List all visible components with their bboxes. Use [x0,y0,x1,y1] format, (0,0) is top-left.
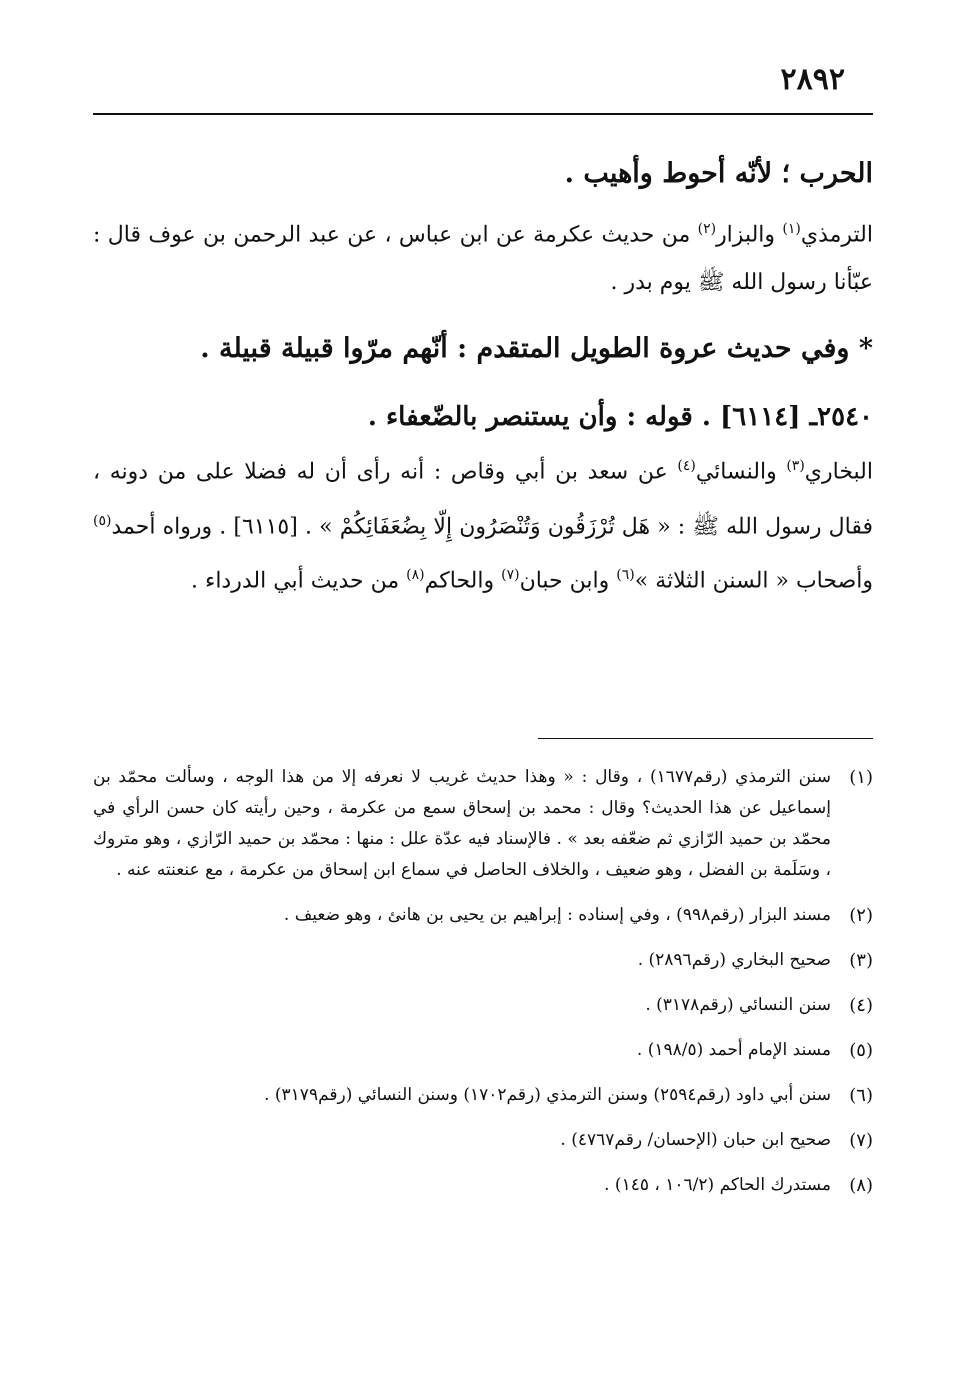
text-span: عن سعد بن أبي وقاص : أنه رأى أن له فضلا على من دونه ، فقال رسول الله ﷺ : « هَل تُرْزَقُون وَتُنْصَرُون إِلّا بِضُعَفَائِكُمْ » . [93,459,874,539]
main-text [93,148,873,605]
hadith-heading: ٢٥٤٠ـ [٦١١٤] . قوله : وأن يستنصر بالضّعفاء . [367,402,873,433]
text-span: والحاكم [424,568,502,594]
footnote-ref-4[interactable]: (٤) [677,458,696,475]
footnote-separator [538,738,873,739]
text-span: البخاري [804,459,873,485]
footnote-text: سنن أبي داود (رقم٢٥٩٤) وسنن الترمذي (رقم١٧٠٢) وسنن النسائي (رقم٣١٧٩) . [264,1085,831,1105]
footnote-1 [93,762,873,886]
text-span: [٦١١٥] . ورواه أحمد [111,513,305,539]
footnote-ref-6[interactable]: (٦) [616,566,635,583]
footnote-number: (٦) [849,1085,873,1106]
text-span: والنسائي [695,459,787,485]
footnotes-list [93,762,873,1215]
footnote-number: (٤) [849,995,873,1016]
footnote-text: مسند الإمام أحمد (١٩٨/٥) . [636,1040,831,1060]
continuation-line: الحرب ؛ لأنّه أحوط وأهيب . [564,158,873,189]
paragraph-1 [93,205,873,307]
footnote-text: سنن النسائي (رقم٣١٧٨) . [645,995,831,1015]
footnote-ref-2[interactable]: (٢) [697,221,717,237]
header-rule [93,113,873,115]
footnote-3 [93,945,873,976]
footnote-ref-5[interactable]: (٥) [93,512,112,529]
footnote-5 [93,1035,873,1066]
text-span: من حديث أبي الدرداء . [190,568,407,594]
footnote-ref-3[interactable]: (٣) [786,458,805,475]
footnote-ref-1[interactable]: (١) [782,221,801,237]
text-span: الترمذي [800,222,873,248]
text-span: وأصحاب « السنن الثلاثة » [634,568,873,594]
footnote-4 [93,990,873,1021]
footnote-7 [93,1125,873,1156]
footnote-2 [93,900,873,931]
footnote-text: صحيح البخاري (رقم٢٨٩٦) . [637,950,831,970]
paragraph-2 [93,442,873,605]
footnote-number: (٣) [849,950,873,971]
footnote-number: (٥) [849,1040,873,1061]
footnote-text: صحيح ابن حبان (الإحسان/ رقم٤٧٦٧) . [560,1130,831,1150]
footnote-text: مستدرك الحاكم (١٠٦/٢ ، ١٤٥) . [604,1175,831,1195]
note-line: * وفي حديث عروة الطويل المتقدم : أنّهم مرّوا قبيلة قبيلة . [200,333,873,365]
footnote-ref-7[interactable]: (٧) [501,566,520,583]
text-span: والبزار [716,222,783,248]
footnote-number: (٢) [849,905,873,926]
footnote-text: سنن الترمذي (رقم١٦٧٧) ، وقال : « وهذا حديث غريب لا نعرفه إلا من هذا الوجه ، وسألت محمّد بن إسماعيل عن هذا الحديث؟ وقال : محمد بن إسحاق سمع من عكرمة ، وحين رأيته كان حسن الرأي في محمّد بن حميد الرّازي ثم ضعّفه بعد » . فالإسناد فيه عدّة علل : منها : محمّد بن حميد الرّازي ، وهو متروك ، وسَلَمة بن الفضل ، وهو ضعيف ، والخلاف الحاصل في سماع ابن إسحاق من عكرمة ، مع عنعنته عنه . [93,767,831,880]
page-number: ٢٨٩٢ [780,62,845,97]
text-span: وابن حبان [519,568,617,594]
text-span: من حديث عكرمة عن ابن عباس ، عن عبد الرحمن بن عوف قال : عبّأنا رسول الله ﷺ يوم بدر . [93,222,873,296]
footnote-number: (٨) [849,1175,873,1196]
footnote-6 [93,1080,873,1111]
footnote-ref-8[interactable]: (٨) [406,566,425,583]
footnote-number: (٧) [849,1130,873,1151]
footnote-number: (١) [849,767,873,788]
footnote-8 [93,1170,873,1201]
footnote-text: مسند البزار (رقم٩٩٨) ، وفي إسناده : إبراهيم بن يحيى بن هانئ ، وهو ضعيف . [283,905,831,925]
